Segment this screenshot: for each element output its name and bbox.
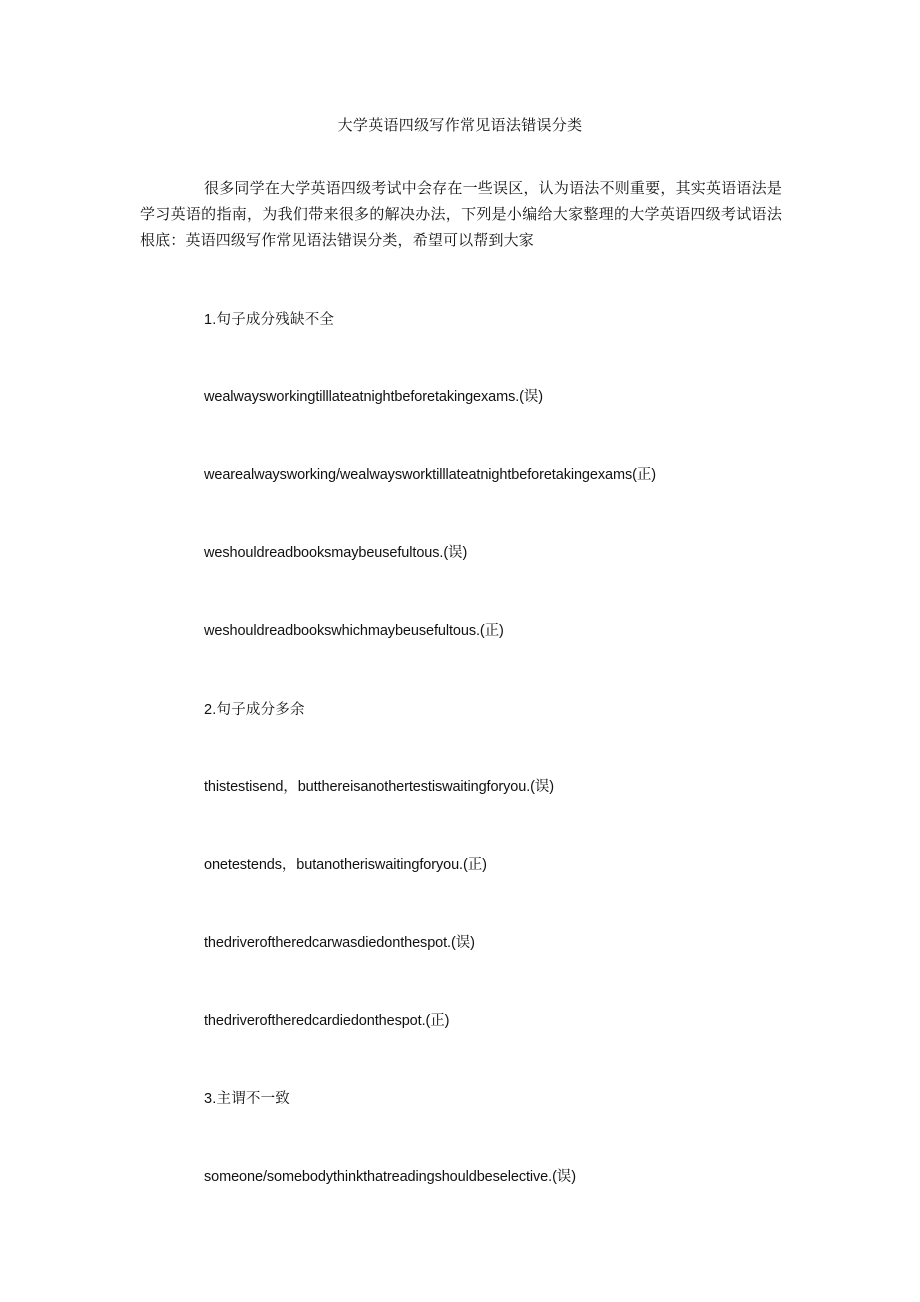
example-line: weshouldreadbooksmaybeusefultous.(误) — [204, 545, 468, 561]
example-line: wearealwaysworking/wealwaysworktilllateatnightbeforetakingexams(正) — [204, 467, 656, 483]
section-heading-2: 2.句子成分多余 — [204, 702, 305, 718]
document-title: 大学英语四级写作常见语法错误分类 — [337, 116, 583, 134]
example-line: someone/somebodythinkthatreadingshouldbeselective.(误) — [204, 1169, 576, 1185]
example-line: wealwaysworkingtilllateatnightbeforetakingexams.(误) — [204, 389, 544, 405]
intro-paragraph: 很多同学在大学英语四级考试中会存在一些误区，认为语法不则重要，其实英语语法是学习英语的指南，为我们带来很多的解决办法，下列是小编给大家整理的大学英语四级考试语法根底：英语四级写作常见语法错误分类，希望可以帮到大家 — [140, 179, 782, 249]
section-heading-1: 1.句子成分残缺不全 — [204, 312, 335, 328]
example-line: thedriveroftheredcardiedonthespot.(正) — [204, 1013, 450, 1029]
example-line: thedriveroftheredcarwasdiedonthespot.(误) — [204, 935, 475, 951]
example-line: onetestends，butanotheriswaitingforyou.(正) — [204, 857, 487, 873]
section-heading-3: 3.主谓不一致 — [204, 1091, 290, 1107]
example-line: thistestisend，butthereisanothertestiswaitingforyou.(误) — [204, 779, 555, 795]
example-line: weshouldreadbookswhichmaybeusefultous.(正) — [204, 623, 504, 639]
